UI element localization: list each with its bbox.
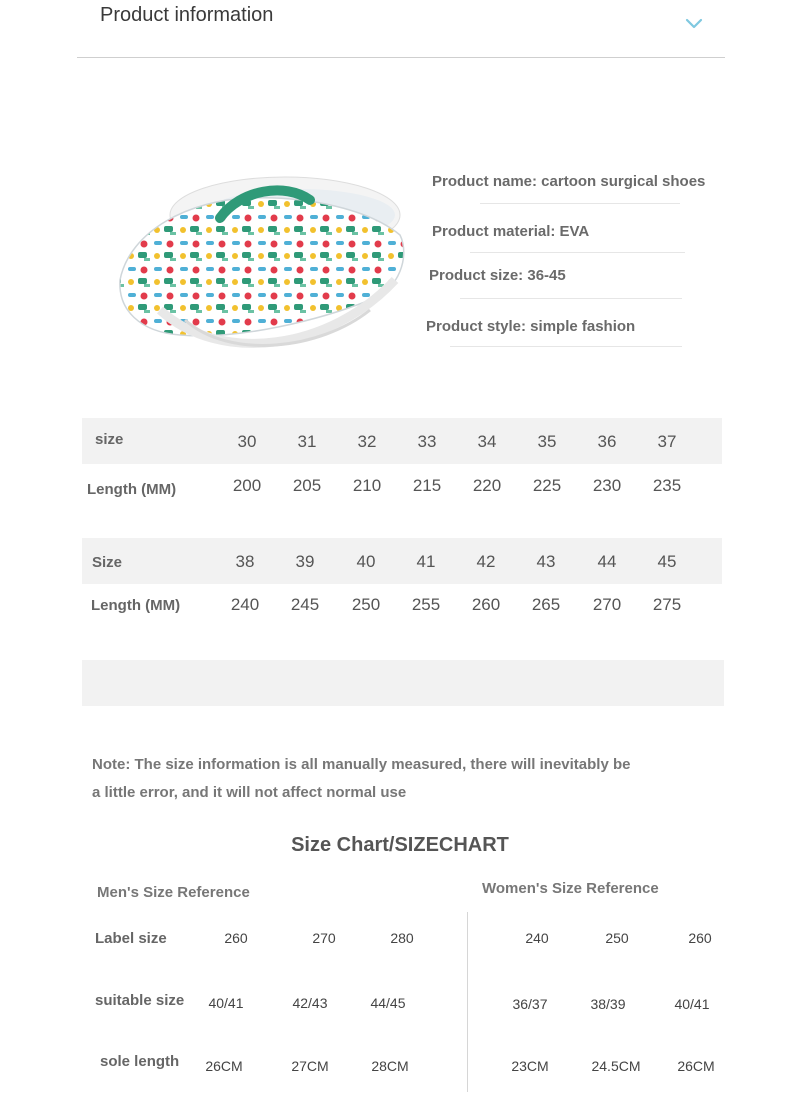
spec-product-name: Product name: cartoon surgical shoes <box>432 173 706 190</box>
size-row-label: Size <box>92 554 123 571</box>
size-cell: 36 <box>597 432 617 451</box>
length-cell: 255 <box>411 595 441 614</box>
size-cell: 42 <box>476 552 496 571</box>
size-cell: 45 <box>657 552 677 571</box>
men-size-header: Men's Size Reference <box>97 884 250 901</box>
chevron-down-icon[interactable] <box>683 12 705 34</box>
size-cell: 32 <box>357 432 377 451</box>
men-suitable-size: 42/43 <box>292 995 328 1011</box>
length-cell: 235 <box>652 476 682 495</box>
men-label-size: 280 <box>390 930 414 946</box>
spec-divider <box>480 203 680 204</box>
note-line-2: a little error, and it will not affect normal use <box>92 784 407 801</box>
size-cell: 30 <box>237 432 257 451</box>
spec-divider <box>470 252 685 253</box>
men-label-size: 270 <box>312 930 336 946</box>
length-cell: 260 <box>471 595 501 614</box>
length-cell: 200 <box>232 476 262 495</box>
length-cell: 250 <box>351 595 381 614</box>
size-cell: 44 <box>597 552 617 571</box>
spec-product-style: Product style: simple fashion <box>426 318 636 335</box>
empty-band <box>82 660 724 706</box>
spec-product-size: Product size: 36-45 <box>429 267 566 284</box>
label-size-label: Label size <box>95 930 167 947</box>
size-cell: 37 <box>657 432 677 451</box>
length-cell: 210 <box>352 476 382 495</box>
women-sole-length: 26CM <box>677 1058 715 1074</box>
length-cell: 220 <box>472 476 502 495</box>
women-label-size: 260 <box>688 930 712 946</box>
size-row-label: size <box>95 431 124 448</box>
length-cell: 225 <box>532 476 562 495</box>
size-cell: 41 <box>416 552 436 571</box>
size-cell: 39 <box>295 552 315 571</box>
size-cell: 38 <box>235 552 255 571</box>
women-label-size: 250 <box>605 930 629 946</box>
women-size-header: Women's Size Reference <box>482 880 659 897</box>
size-cell: 43 <box>536 552 556 571</box>
men-suitable-size: 40/41 <box>208 995 244 1011</box>
length-cell: 270 <box>592 595 622 614</box>
length-cell: 230 <box>592 476 622 495</box>
men-sole-length: 28CM <box>371 1058 409 1074</box>
size-cell: 34 <box>477 432 497 451</box>
size-cell: 33 <box>417 432 437 451</box>
women-sole-length: 24.5CM <box>591 1058 641 1074</box>
women-suitable-size: 36/37 <box>512 996 548 1012</box>
length-cell: 240 <box>230 595 260 614</box>
size-cell: 35 <box>537 432 557 451</box>
women-sole-length: 23CM <box>511 1058 549 1074</box>
size-cell: 40 <box>356 552 376 571</box>
spec-divider <box>450 346 682 347</box>
length-cell: 265 <box>531 595 561 614</box>
length-cell: 275 <box>652 595 682 614</box>
note-line-1: Note: The size information is all manually measured, there will inevitably be <box>92 756 631 773</box>
size-chart-title: Size Chart/SIZECHART <box>291 834 509 856</box>
size-note <box>92 751 712 807</box>
men-label-size: 260 <box>224 930 248 946</box>
length-cell: 205 <box>292 476 322 495</box>
women-label-size: 240 <box>525 930 549 946</box>
length-cell: 245 <box>290 595 320 614</box>
women-suitable-size: 40/41 <box>674 996 710 1012</box>
chart-divider <box>467 912 468 1092</box>
length-row-label: Length (MM) <box>87 481 177 498</box>
spec-divider <box>460 298 682 299</box>
men-sole-length: 26CM <box>205 1058 243 1074</box>
length-row-label: Length (MM) <box>91 597 181 614</box>
length-cell: 215 <box>412 476 442 495</box>
men-sole-length: 27CM <box>291 1058 329 1074</box>
sole-length-label: sole length <box>100 1053 180 1070</box>
product-image-shoes <box>100 160 420 360</box>
women-suitable-size: 38/39 <box>590 996 626 1012</box>
men-suitable-size: 44/45 <box>370 995 406 1011</box>
size-cell: 31 <box>297 432 317 451</box>
suitable-size-label: suitable size <box>95 992 185 1009</box>
header-divider <box>77 57 725 58</box>
page-title: Product information <box>100 4 274 26</box>
spec-product-material: Product material: EVA <box>432 223 590 240</box>
